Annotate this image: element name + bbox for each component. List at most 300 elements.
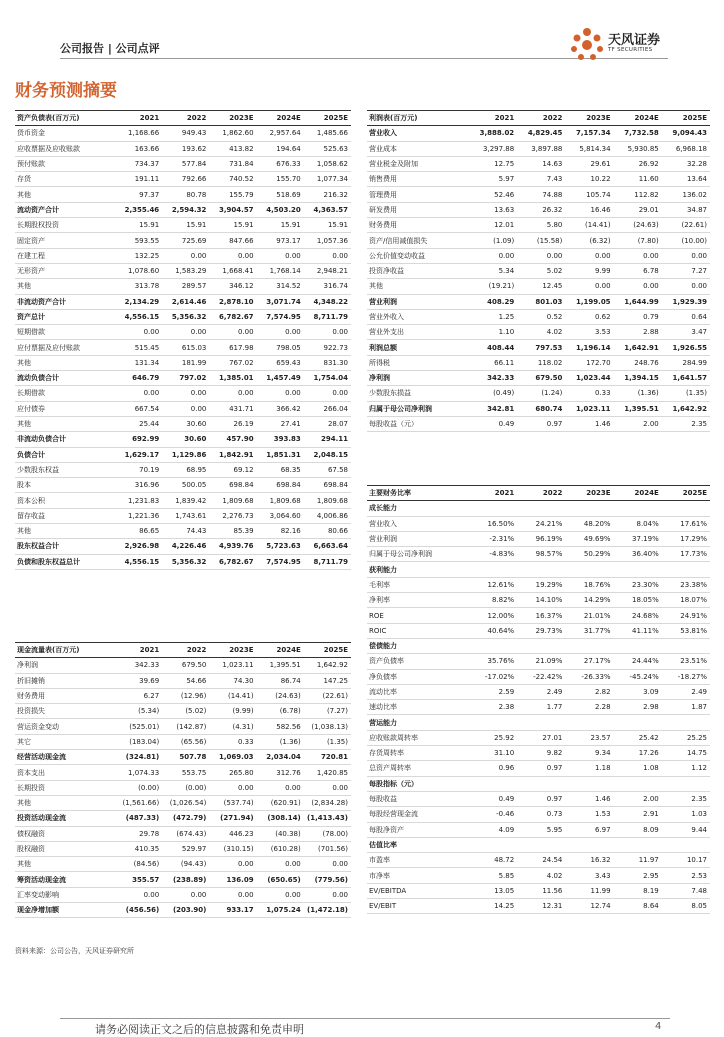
row-value: 28.07 <box>304 416 351 431</box>
row-label: 利润总额 <box>367 340 469 355</box>
row-value: 289.57 <box>162 279 209 294</box>
section-row <box>367 638 710 653</box>
row-value <box>469 776 517 791</box>
row-value: 85.39 <box>209 524 256 539</box>
row-value: 1,385.01 <box>209 371 256 386</box>
row-label: 股权融资 <box>15 841 115 856</box>
row-value: 48.72 <box>469 853 517 868</box>
row-value: 24.44% <box>614 654 662 669</box>
row-value: 5.95 <box>517 822 565 837</box>
row-value: 408.29 <box>469 294 517 309</box>
row-value: 11.60 <box>614 172 662 187</box>
row-value: 593.55 <box>115 233 162 248</box>
row-value: 15.91 <box>209 218 256 233</box>
row-value: 720.81 <box>304 750 351 765</box>
row-value: 2.49 <box>517 684 565 699</box>
row-value: -22.42% <box>517 669 565 684</box>
table-row <box>367 730 710 745</box>
row-label: 归属于母公司净利润 <box>367 401 469 416</box>
row-value: 0.00 <box>614 279 662 294</box>
row-label: 市净率 <box>367 868 469 883</box>
row-value: (1,038.13) <box>304 719 351 734</box>
row-value: (537.74) <box>209 795 256 810</box>
row-value: 1.18 <box>565 761 613 776</box>
row-value: 1,929.39 <box>662 294 710 309</box>
row-value: 23.57 <box>565 730 613 745</box>
row-label: 流动比率 <box>367 684 469 699</box>
table-row <box>15 355 351 370</box>
row-value: 155.70 <box>257 172 304 187</box>
row-value: 0.73 <box>517 807 565 822</box>
row-value: 1,129.86 <box>162 447 209 462</box>
row-label: 资本支出 <box>15 765 115 780</box>
row-value: 5,930.85 <box>614 141 662 156</box>
row-value: 798.05 <box>257 340 304 355</box>
row-value: 1,394.15 <box>614 371 662 386</box>
table-row <box>367 608 710 623</box>
table-row <box>367 401 710 416</box>
table-row <box>367 684 710 699</box>
row-value: (472.79) <box>162 811 209 826</box>
row-value: 312.76 <box>257 765 304 780</box>
row-value: 1,809.68 <box>209 493 256 508</box>
row-label: 资本公积 <box>15 493 115 508</box>
row-value: 1,768.14 <box>257 263 304 278</box>
row-value: 0.00 <box>209 248 256 263</box>
row-value: (0.00) <box>162 780 209 795</box>
row-value: 2.88 <box>614 325 662 340</box>
row-value: 1,221.36 <box>115 508 162 523</box>
row-value: 41.11% <box>614 623 662 638</box>
row-value: 25.25 <box>662 730 710 745</box>
row-value: 25.92 <box>469 730 517 745</box>
row-value: 1,629.17 <box>115 447 162 462</box>
row-value: (7.80) <box>614 233 662 248</box>
row-value: 2,355.46 <box>115 202 162 217</box>
row-value: 1,642.91 <box>614 340 662 355</box>
row-value: 1.46 <box>565 791 613 806</box>
row-value: 4.02 <box>517 868 565 883</box>
disclaimer-text: 请务必阅读正文之后的信息披露和免责申明 <box>95 1023 304 1036</box>
row-label: EV/EBIT <box>367 899 469 914</box>
row-label: 净利率 <box>367 593 469 608</box>
row-value: (5.02) <box>162 704 209 719</box>
year-header: 2023E <box>565 486 613 501</box>
table-title: 资产负债表(百万元) <box>15 111 115 126</box>
table-row <box>15 126 351 141</box>
row-value: 172.70 <box>565 355 613 370</box>
row-value: 21.09% <box>517 654 565 669</box>
table-row <box>367 355 710 370</box>
row-label: 营业利润 <box>367 531 469 546</box>
row-value: 12.01 <box>469 218 517 233</box>
row-value: 725.69 <box>162 233 209 248</box>
row-value: 7,574.95 <box>257 554 304 569</box>
table-row <box>367 868 710 883</box>
row-value: 8.82% <box>469 593 517 608</box>
row-label: 其他 <box>15 187 115 202</box>
row-value: 6,968.18 <box>662 141 710 156</box>
row-value: 4,556.15 <box>115 309 162 324</box>
row-value: 698.84 <box>257 478 304 493</box>
row-value: 3.53 <box>565 325 613 340</box>
row-value: 313.78 <box>115 279 162 294</box>
row-value <box>517 501 565 516</box>
row-value: (40.38) <box>257 826 304 841</box>
row-label: 销售费用 <box>367 172 469 187</box>
row-value: 6.97 <box>565 822 613 837</box>
row-value: 13.64 <box>662 172 710 187</box>
table-row <box>15 704 351 719</box>
row-value: (10.00) <box>662 233 710 248</box>
footer-divider <box>60 1018 670 1019</box>
row-value: 0.00 <box>162 386 209 401</box>
row-value: 35.76% <box>469 654 517 669</box>
row-value: 342.33 <box>115 658 162 673</box>
row-value: 2,957.64 <box>257 126 304 141</box>
row-value: 831.30 <box>304 355 351 370</box>
row-value: 112.82 <box>614 187 662 202</box>
row-value: 847.66 <box>209 233 256 248</box>
row-value: 316.96 <box>115 478 162 493</box>
row-value: 6,782.67 <box>209 309 256 324</box>
row-value <box>565 562 613 577</box>
row-value: 70.19 <box>115 462 162 477</box>
section-title: 财务预测摘要 <box>15 81 117 101</box>
row-value: 2.28 <box>565 700 613 715</box>
row-value: (1.35) <box>662 386 710 401</box>
row-value: 5,356.32 <box>162 309 209 324</box>
table-row <box>367 141 710 156</box>
row-value: 11.56 <box>517 883 565 898</box>
row-value: 118.02 <box>517 355 565 370</box>
row-value: 29.01 <box>614 202 662 217</box>
row-value: 1,743.61 <box>162 508 209 523</box>
row-value: 0.00 <box>469 248 517 263</box>
table-row <box>367 126 710 141</box>
section-row <box>367 837 710 852</box>
row-value <box>662 776 710 791</box>
company-logo <box>568 24 678 64</box>
row-label: 估值比率 <box>367 837 469 852</box>
row-value: 0.00 <box>162 248 209 263</box>
table-row <box>367 822 710 837</box>
row-value: 0.97 <box>517 416 565 431</box>
row-value: (1.09) <box>469 233 517 248</box>
row-value: (22.61) <box>662 218 710 233</box>
row-value: 316.74 <box>304 279 351 294</box>
row-value: 2.35 <box>662 791 710 806</box>
row-value: 12.31 <box>517 899 565 914</box>
financial-ratios-table <box>367 485 710 914</box>
row-value: 15.91 <box>257 218 304 233</box>
row-label: 每股收益 <box>367 791 469 806</box>
row-value: -4.83% <box>469 547 517 562</box>
row-value: 1,023.11 <box>209 658 256 673</box>
table-row <box>15 795 351 810</box>
row-value: 2.00 <box>614 791 662 806</box>
row-value: (701.56) <box>304 841 351 856</box>
row-value: 2.38 <box>469 700 517 715</box>
table-row <box>15 248 351 263</box>
table-row <box>15 765 351 780</box>
row-value: 86.65 <box>115 524 162 539</box>
row-value: (1,026.54) <box>162 795 209 810</box>
table-row <box>367 669 710 684</box>
table-row <box>15 172 351 187</box>
table-row <box>367 547 710 562</box>
row-value: 29.73% <box>517 623 565 638</box>
row-value: 507.78 <box>162 750 209 765</box>
row-value: 617.98 <box>209 340 256 355</box>
row-value: 2,614.46 <box>162 294 209 309</box>
row-label: 在建工程 <box>15 248 115 263</box>
row-value: 10.22 <box>565 172 613 187</box>
row-value: 136.02 <box>662 187 710 202</box>
row-value <box>662 562 710 577</box>
row-value: 0.00 <box>257 857 304 872</box>
row-value: 698.84 <box>304 478 351 493</box>
row-value: 1,809.68 <box>304 493 351 508</box>
row-value: 408.44 <box>469 340 517 355</box>
row-value: (310.15) <box>209 841 256 856</box>
table-row <box>15 478 351 493</box>
row-value: (1,472.18) <box>304 903 351 918</box>
row-value <box>517 715 565 730</box>
year-header: 2021 <box>115 643 162 658</box>
row-value <box>614 776 662 791</box>
row-value: 1,069.03 <box>209 750 256 765</box>
table-row <box>367 309 710 324</box>
row-value: 131.34 <box>115 355 162 370</box>
row-value: (1.36) <box>257 734 304 749</box>
row-label: 其他 <box>367 279 469 294</box>
row-value: 27.17% <box>565 654 613 669</box>
row-value: 54.66 <box>162 673 209 688</box>
row-label: 应付债券 <box>15 401 115 416</box>
row-value: 26.92 <box>614 156 662 171</box>
row-value: (238.89) <box>162 872 209 887</box>
row-value: 0.62 <box>565 309 613 324</box>
row-value: 2,048.15 <box>304 447 351 462</box>
row-value: 1,851.31 <box>257 447 304 462</box>
row-value: 265.80 <box>209 765 256 780</box>
row-value: 17.61% <box>662 516 710 531</box>
row-value: (24.63) <box>614 218 662 233</box>
row-value: 1,642.92 <box>662 401 710 416</box>
row-label: 偿债能力 <box>367 638 469 653</box>
row-value: 1,926.55 <box>662 340 710 355</box>
row-value <box>469 715 517 730</box>
row-value: (1.24) <box>517 386 565 401</box>
row-value: 9.44 <box>662 822 710 837</box>
row-value: 4,006.86 <box>304 508 351 523</box>
row-value: 679.50 <box>162 658 209 673</box>
row-value: 4.02 <box>517 325 565 340</box>
row-value: 0.00 <box>304 780 351 795</box>
row-value: (22.61) <box>304 688 351 703</box>
row-label: ROE <box>367 608 469 623</box>
row-value: 39.69 <box>115 673 162 688</box>
row-value: 1,457.49 <box>257 371 304 386</box>
table-row <box>367 263 710 278</box>
row-value: 0.49 <box>469 416 517 431</box>
row-value: 1,078.60 <box>115 263 162 278</box>
row-value: 17.29% <box>662 531 710 546</box>
row-value: 9.34 <box>565 746 613 761</box>
table-row <box>367 187 710 202</box>
row-label: 折旧摊销 <box>15 673 115 688</box>
row-value: 667.54 <box>115 401 162 416</box>
row-value: 413.82 <box>209 141 256 156</box>
table-row <box>367 172 710 187</box>
row-value: 515.45 <box>115 340 162 355</box>
row-value <box>565 837 613 852</box>
table-row <box>367 654 710 669</box>
row-value: 23.51% <box>662 654 710 669</box>
row-value: 30.60 <box>162 432 209 447</box>
row-value: 0.00 <box>662 248 710 263</box>
row-label: 营业收入 <box>367 516 469 531</box>
table-title: 现金流量表(百万元) <box>15 643 115 658</box>
row-label: 无形资产 <box>15 263 115 278</box>
row-label: 资产总计 <box>15 309 115 324</box>
row-value: 1,642.92 <box>304 658 351 673</box>
row-value: 1.08 <box>614 761 662 776</box>
row-value: 3.47 <box>662 325 710 340</box>
tf-logo-icon <box>568 24 606 64</box>
row-value: 17.26 <box>614 746 662 761</box>
row-value: 0.00 <box>162 325 209 340</box>
row-value: 1,862.60 <box>209 126 256 141</box>
table-row <box>15 688 351 703</box>
year-header: 2023E <box>209 111 256 126</box>
row-value <box>614 837 662 852</box>
row-value: 346.12 <box>209 279 256 294</box>
row-value: 0.00 <box>162 401 209 416</box>
row-value: 15.91 <box>162 218 209 233</box>
page-number: 4 <box>655 1021 662 1032</box>
row-value: 14.29% <box>565 593 613 608</box>
row-value: 4.09 <box>469 822 517 837</box>
row-value: 96.19% <box>517 531 565 546</box>
row-value <box>517 562 565 577</box>
year-header: 2024E <box>257 643 304 658</box>
row-value: 1.53 <box>565 807 613 822</box>
row-value: 0.00 <box>304 325 351 340</box>
row-label: 净利润 <box>15 658 115 673</box>
row-label: 营运能力 <box>367 715 469 730</box>
row-value: 32.28 <box>662 156 710 171</box>
row-label: 固定资产 <box>15 233 115 248</box>
row-value: 0.33 <box>565 386 613 401</box>
row-value: 2,594.32 <box>162 202 209 217</box>
row-value: 9.82 <box>517 746 565 761</box>
row-value: 5.80 <box>517 218 565 233</box>
row-label: 营业收入 <box>367 126 469 141</box>
row-value: 36.40% <box>614 547 662 562</box>
row-value: 37.19% <box>614 531 662 546</box>
row-value: 266.04 <box>304 401 351 416</box>
row-value: 12.61% <box>469 577 517 592</box>
table-row <box>15 872 351 887</box>
year-header: 2021 <box>469 111 517 126</box>
table-row <box>367 593 710 608</box>
table-title: 主要财务比率 <box>367 486 469 501</box>
table-row <box>367 371 710 386</box>
row-value: 0.00 <box>115 386 162 401</box>
row-value: 98.57% <box>517 547 565 562</box>
row-value: 1.03 <box>662 807 710 822</box>
row-value: 0.00 <box>257 248 304 263</box>
row-value: 734.37 <box>115 156 162 171</box>
row-value: 4,503.20 <box>257 202 304 217</box>
table-row <box>367 218 710 233</box>
row-value: 1.10 <box>469 325 517 340</box>
row-value: 3,897.88 <box>517 141 565 156</box>
table-row <box>367 883 710 898</box>
report-category: 公司报告 | 公司点评 <box>60 42 160 55</box>
logo-text: 天风证券 <box>608 33 661 48</box>
row-label: 股本 <box>15 478 115 493</box>
row-value: 525.63 <box>304 141 351 156</box>
row-value: 5,356.32 <box>162 554 209 569</box>
row-value: 3.09 <box>614 684 662 699</box>
year-header: 2024E <box>614 111 662 126</box>
table-row <box>367 761 710 776</box>
row-value: 97.37 <box>115 187 162 202</box>
row-value: 7.43 <box>517 172 565 187</box>
row-value: 29.78 <box>115 826 162 841</box>
row-label: 货币资金 <box>15 126 115 141</box>
row-value: 24.54 <box>517 853 565 868</box>
row-value: 147.25 <box>304 673 351 688</box>
row-label: 营业外支出 <box>367 325 469 340</box>
row-label: 市盈率 <box>367 853 469 868</box>
row-value: 194.64 <box>257 141 304 156</box>
row-value: 34.87 <box>662 202 710 217</box>
row-value <box>565 715 613 730</box>
row-value: 679.50 <box>517 371 565 386</box>
row-value: 6,782.67 <box>209 554 256 569</box>
row-value: 973.17 <box>257 233 304 248</box>
row-value <box>565 776 613 791</box>
row-label: 速动比率 <box>367 700 469 715</box>
row-label: 归属于母公司净利润 <box>367 547 469 562</box>
row-value: (6.32) <box>565 233 613 248</box>
table-row <box>15 539 351 554</box>
row-value: 30.60 <box>162 416 209 431</box>
row-value: (94.43) <box>162 857 209 872</box>
row-value: 457.90 <box>209 432 256 447</box>
row-value: 27.01 <box>517 730 565 745</box>
row-label: 少数股东损益 <box>367 386 469 401</box>
row-value: 1,842.91 <box>209 447 256 462</box>
row-value: 3,071.74 <box>257 294 304 309</box>
row-value: (271.94) <box>209 811 256 826</box>
year-header: 2024E <box>257 111 304 126</box>
section-row <box>367 501 710 516</box>
row-value: 3,904.57 <box>209 202 256 217</box>
table-row <box>15 325 351 340</box>
row-value: 314.52 <box>257 279 304 294</box>
row-value: 0.00 <box>209 887 256 902</box>
row-value: 16.32 <box>565 853 613 868</box>
row-label: 资产负债率 <box>367 654 469 669</box>
row-label: 营业利润 <box>367 294 469 309</box>
row-value: 0.00 <box>257 325 304 340</box>
row-value: 16.46 <box>565 202 613 217</box>
